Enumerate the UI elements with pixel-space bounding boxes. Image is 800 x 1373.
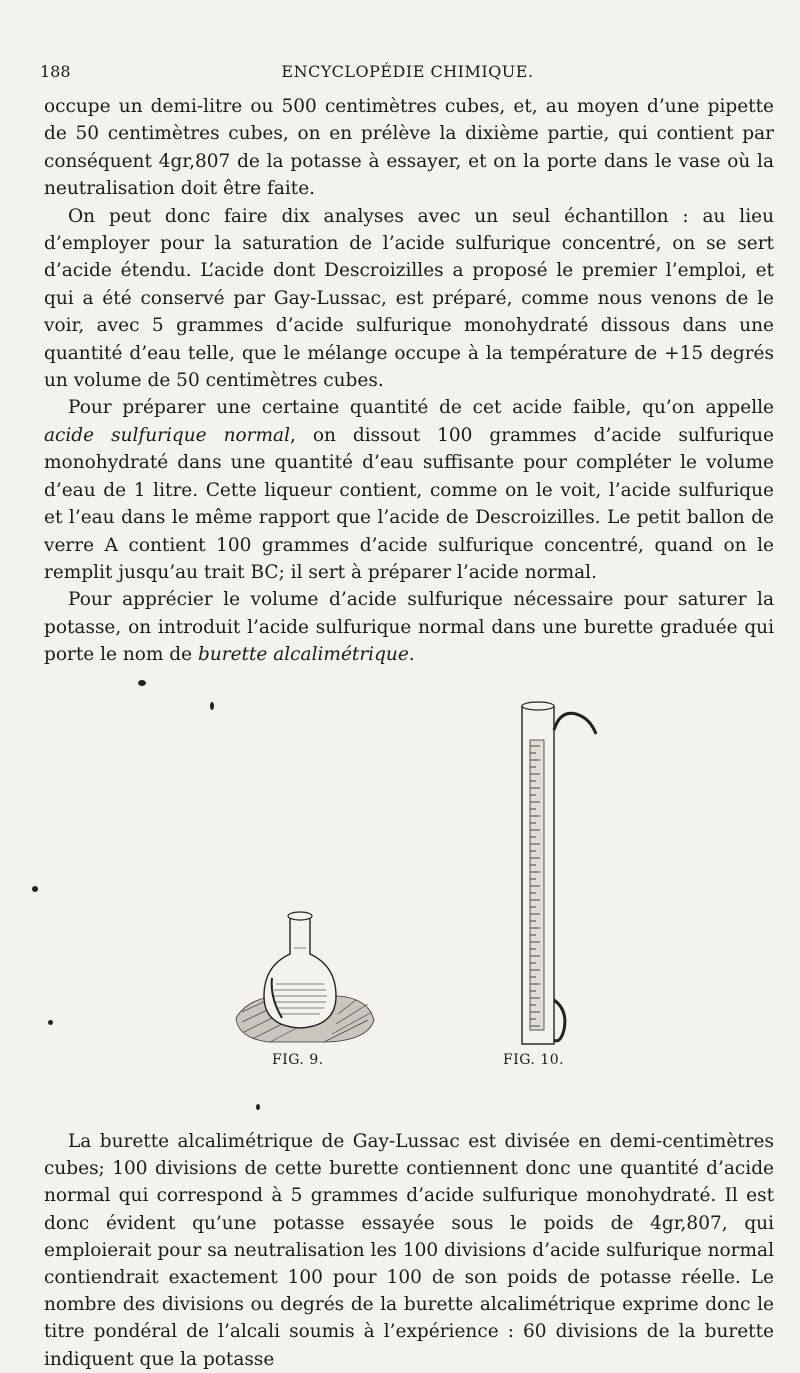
ink-speck xyxy=(256,1104,260,1110)
figure-10-caption: FIG. 10. xyxy=(503,1052,565,1068)
bottom-text-block xyxy=(44,1128,774,1373)
top-text-block xyxy=(44,93,774,669)
flask-vessel xyxy=(264,912,336,1028)
paragraph-4 xyxy=(44,586,774,668)
flask-illustration xyxy=(228,908,378,1048)
paragraph-3 xyxy=(44,394,774,586)
term-acide-sulfurique-normal: acide sulfurique normal xyxy=(44,424,290,446)
ink-speck xyxy=(138,680,146,686)
paragraph-2: On peut donc faire dix analyses avec un seul échantillon : au lieu d’employer pour la saturation de l’acide sulfurique concentré, on se sert d’acide étendu. L’acide dont Descroizilles a proposé le premier l’emploi, et qui a été conservé par Gay-Lussac, est préparé, comme nous venons de le voir, avec 5 grammes d’acide sulfurique monohydraté dissous dans une quantité d’eau telle, que le mélange occupe à la température de +15 degrés un volume de 50 centimètres cubes. xyxy=(44,205,774,392)
paragraph-1: occupe un demi-litre ou 500 centimètres cubes, et, au moyen d’une pipette de 50 centimètres cubes, on en prélève la dixième partie, qui contient par conséquent 4gr,807 de la potasse à essayer, et on la porte dans le vase où la neutralisation doit être faite. xyxy=(44,96,774,200)
ink-speck xyxy=(48,1020,53,1025)
paragraph-5: La burette alcalimétrique de Gay-Lussac est divisée en demi-centimètres cubes; 100 divisions de cette burette contiennent donc une quantité d’acide normal qui correspond à 5 grammes d’acide sulfurique monohydraté. Il est donc évident qu’une potasse essayée sous le poids de 4gr,807, qui emploierait pour sa neutralisation les 100 divisions d’acide sulfurique normal contiendrait exactement 100 pour 100 de son poids de potasse réelle. Le nombre des divisions ou degrés de la burette alcalimétrique exprime donc le titre pondéral de l’alcali soumis à l’expérience : 60 divisions de la burette indiquent que la potasse xyxy=(44,1131,774,1370)
burette-illustration xyxy=(516,700,606,1050)
page-header xyxy=(40,62,775,86)
paragraph-3-end: , on dissout 100 grammes d’acide sulfurique monohydraté dans une quantité d’eau suffisante pour compléter le volume d’eau de 1 litre. Cette liqueur contient, comme on le voit, l’acide sulfurique et l’eau dans le même rapport que l’acide de Descroizilles. Le petit ballon de verre A contient 100 grammes d’acide sulfurique concentré, quand on le remplit jusqu’au trait BC; il sert à préparer l’acide normal. xyxy=(44,424,774,583)
figure-9-caption: FIG. 9. xyxy=(272,1052,324,1068)
paragraph-4-end: . xyxy=(408,644,415,666)
paragraph-3-start: Pour préparer une certaine quantité de cet acide faible, qu’on appelle xyxy=(68,397,774,419)
burette-graduations xyxy=(530,746,540,1026)
ink-speck xyxy=(210,702,214,710)
page-number: 188 xyxy=(40,62,71,81)
running-title: ENCYCLOPÉDIE CHIMIQUE. xyxy=(281,62,534,81)
term-burette-alcalimetrique: burette alcalimétrique xyxy=(197,644,409,666)
ink-speck xyxy=(32,886,38,892)
figures-area xyxy=(0,680,800,1100)
paragraph-4-start: Pour apprécier le volume d’acide sulfurique nécessaire pour saturer la potasse, on introduit l’acide sulfurique normal dans une burette graduée qui porte le nom de xyxy=(44,589,774,666)
